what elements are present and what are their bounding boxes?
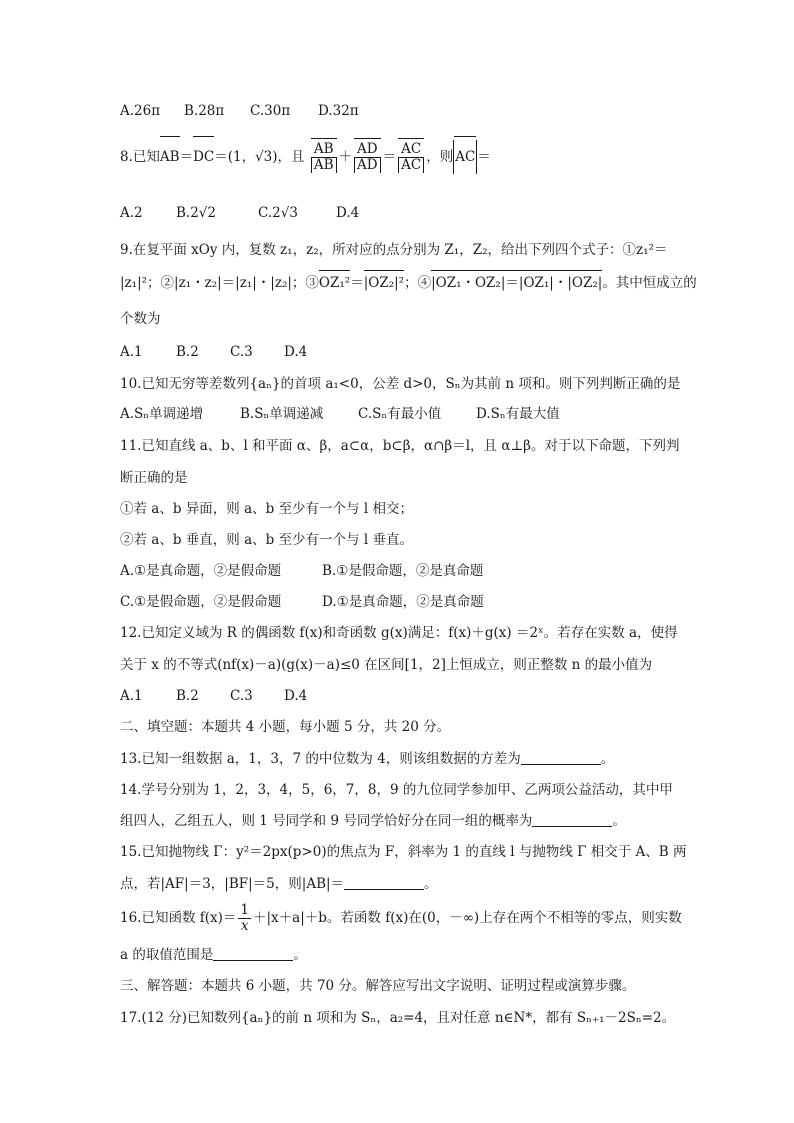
q12-options (120, 687, 307, 705)
q9-options (120, 343, 307, 361)
q14-line-1: 14.学号分别为 1，2，3，4，5，6，7，8，9 的九位同学参加甲、乙两项公益活动，其中甲 (120, 782, 673, 798)
q9-line-2: |z₁|²；②|z₁・z₂|＝|z₁|・|z₂|；③OZ₁²＝|OZ₂|²；④|OZ₁・OZ₂|＝|OZ₁|・|OZ₂|。其中恒成立的 (120, 275, 697, 291)
q13-stem: 13.已知一组数据 a，1，3，7 的中位数为 4，则该组数据的方差为 。 (120, 751, 615, 767)
q8-stem: 8.已知AB＝DC＝(1，√3)，且 $\frac{AB}{AB}$ ＋ $\frac{AD}{AD}$ ＝ $\frac{AC}{AC}$ ，则 AC ＝ (120, 141, 491, 173)
q16-line-1: 16.已知函数 f(x)＝ $\frac{1}{x}$ ＋|x＋a|＋b。若函数 f(x)在(0，－∞)上存在两个不相等的零点，则实数 (120, 902, 682, 934)
vector-ab: AB (160, 140, 180, 174)
q7-options (120, 102, 359, 120)
option-d: D.4 (284, 344, 308, 360)
q10-options (120, 405, 560, 423)
section-3-heading: 三、解答题：本题共 6 小题，共 70 分。解答应写出文字说明、证明过程或演算步骤。 (120, 978, 636, 994)
option-c: C.3 (230, 688, 253, 704)
q11-proposition-2: ②若 a、b 垂直，则 a、b 至少有一个与 l 垂直。 (120, 532, 413, 548)
q11-line-2: 断正确的是 (120, 470, 188, 486)
q10-stem: 10.已知无穷等差数列{aₙ}的首项 a₁<0，公差 d>0，Sₙ为其前 n 项和。则下列判断正确的是 (120, 376, 681, 392)
fraction-ab: $\frac{AB}{AB}$ (311, 142, 337, 173)
answer-blank (213, 948, 293, 961)
fraction-ad: $\frac{AD}{AD}$ (354, 142, 381, 173)
option-a: A.Sₙ单调递增 (120, 406, 204, 422)
option-a: A.2 (120, 205, 143, 221)
q9-line-3: 个数为 (120, 311, 161, 327)
q9-line-1: 9.在复平面 xOy 内，复数 z₁，z₂，所对应的点分别为 Z₁，Z₂，给出下列四个式子：①z₁²＝ (120, 242, 668, 258)
option-a: A.1 (120, 688, 143, 704)
oz1-squared: OZ₁² (318, 275, 351, 291)
option-d: D.①是真命题，②是真命题 (322, 594, 484, 610)
q11-proposition-1: ①若 a、b 异面，则 a、b 至少有一个与 l 相交； (120, 501, 413, 517)
option-a: A.1 (120, 344, 143, 360)
option-b: B.①是假命题，②是真命题 (322, 563, 484, 579)
option-b: B.2√2 (176, 205, 216, 221)
option-d: D.Sₙ有最大值 (476, 406, 560, 422)
abs-oz2-squared: |OZ₂|² (363, 275, 405, 291)
option-a: A.26π (120, 103, 161, 119)
option-b: B.2 (176, 688, 199, 704)
answer-blank (344, 877, 424, 890)
option-c: C.2√3 (258, 205, 298, 221)
dot-product-abs: |OZ₁・OZ₂|＝|OZ₁|・|OZ₂| (431, 275, 603, 291)
q15-line-1: 15.已知抛物线 Γ：y²＝2px(p>0)的焦点为 F，斜率为 1 的直线 l 与抛物线 Γ 相交于 A、B 两 (120, 844, 687, 860)
q11-options-ab (120, 562, 483, 580)
q17-stem: 17.(12 分)已知数列{aₙ}的前 n 项和为 Sₙ，a₂=4，且对任意 n∈N*，都有 Sₙ₊₁－2Sₙ=2。 (120, 1010, 676, 1026)
vector-dc: DC (193, 140, 214, 174)
option-b: B.Sₙ单调递减 (240, 406, 324, 422)
option-c: C.Sₙ有最小值 (358, 406, 442, 422)
q14-line-2: 组四人，乙组五人，则 1 号同学和 9 号同学恰好分在同一组的概率为 。 (120, 813, 626, 829)
q12-line-2: 关于 x 的不等式(nf(x)－a)(g(x)－a)≤0 在区间[1，2]上恒成立，则正整数 n 的最小值为 (120, 657, 653, 673)
fraction-1-over-x: $\frac{1}{x}$ (240, 902, 249, 934)
q11-options-cd (120, 593, 484, 611)
section-2-heading: 二、填空题：本题共 4 小题，每小题 5 分，共 20 分。 (120, 719, 451, 735)
option-c: C.30π (250, 103, 291, 119)
fraction-ac: $\frac{AC}{AC}$ (398, 142, 424, 173)
q16-line-2: a 的取值范围是 。 (120, 947, 307, 963)
q8-options (120, 204, 359, 222)
abs-ac: AC (453, 140, 477, 174)
q11-line-1: 11.已知直线 a、b、l 和平面 α、β，a⊂α，b⊂β，α∩β＝l，且 α⊥β。对于以下命题，下列判 (120, 438, 680, 454)
option-b: B.28π (184, 103, 225, 119)
q12-line-1: 12.已知定义域为 R 的偶函数 f(x)和奇函数 g(x)满足：f(x)＋g(x) ＝2ˣ。若存在实数 a，使得 (120, 625, 678, 641)
answer-blank (532, 814, 612, 827)
q15-line-2: 点，若|AF|＝3，|BF|＝5，则|AB|＝ 。 (120, 876, 438, 892)
option-b: B.2 (176, 344, 199, 360)
option-c: C.3 (230, 344, 253, 360)
option-a: A.①是真命题，②是假命题 (120, 563, 282, 579)
option-d: D.4 (284, 688, 308, 704)
option-d: D.32π (318, 103, 359, 119)
sqrt-3: √3 (255, 149, 273, 165)
option-d: D.4 (336, 205, 360, 221)
answer-blank (521, 752, 601, 765)
option-c: C.①是假命题，②是假命题 (120, 594, 282, 610)
